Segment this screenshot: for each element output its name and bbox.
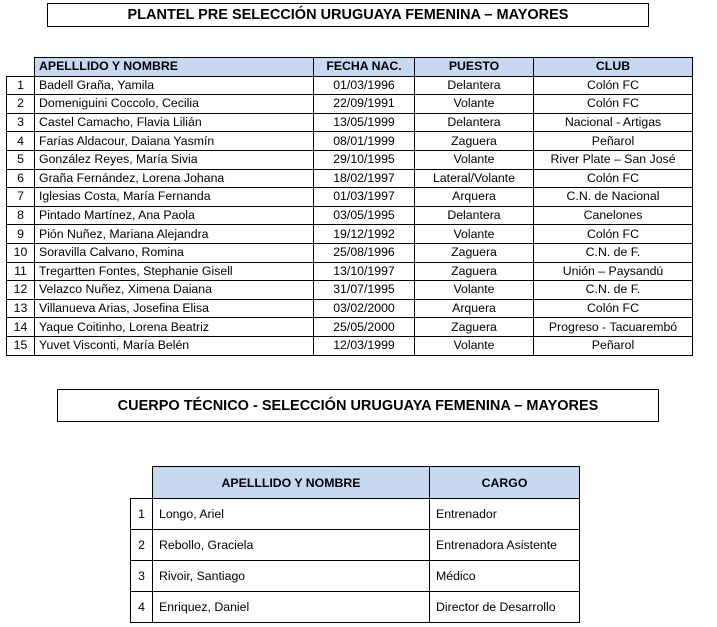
club-name: River Plate – San José (534, 150, 693, 169)
player-name: Pión Nuñez, Mariana Alejandra (35, 225, 314, 244)
position: Zaguera (415, 318, 534, 337)
position: Delantera (415, 206, 534, 225)
position: Arquera (415, 299, 534, 318)
birth-date: 13/10/1997 (314, 262, 415, 281)
row-number: 8 (7, 206, 35, 225)
club-name: Peñarol (534, 336, 693, 355)
player-name: Soravilla Calvano, Romina (35, 243, 314, 262)
row-number: 6 (7, 169, 35, 188)
club-name: C.N. de F. (534, 281, 693, 300)
player-name: González Reyes, María Sivia (35, 150, 314, 169)
table-row (7, 188, 693, 207)
header-index-cell (131, 467, 153, 499)
club-name: Colón FC (534, 76, 693, 95)
player-name: Villanueva Arias, Josefina Elisa (35, 299, 314, 318)
player-name: Badell Graña, Yamila (35, 76, 314, 95)
table-row (131, 561, 580, 592)
staff-table (130, 466, 580, 623)
club-name: Colón FC (534, 169, 693, 188)
players-title: PLANTEL PRE SELECCIÓN URUGUAYA FEMENINA – MAYORES (47, 3, 649, 27)
club-name: C.N. de Nacional (534, 188, 693, 207)
table-row (7, 318, 693, 337)
club-name: Nacional - Artigas (534, 113, 693, 132)
birth-date: 03/02/2000 (314, 299, 415, 318)
staff-role: Médico (430, 561, 580, 592)
table-row (7, 243, 693, 262)
birth-date: 03/05/1995 (314, 206, 415, 225)
table-row (7, 150, 693, 169)
player-name: Yaque Coitinho, Lorena Beatriz (35, 318, 314, 337)
header-role: CARGO (430, 467, 580, 499)
player-name: Castel Camacho, Flavia Lilián (35, 113, 314, 132)
table-row (7, 336, 693, 355)
table-row (7, 299, 693, 318)
club-name: Canelones (534, 206, 693, 225)
birth-date: 19/12/1992 (314, 225, 415, 244)
birth-date: 31/07/1995 (314, 281, 415, 300)
player-name: Yuvet Visconti, María Belén (35, 336, 314, 355)
player-name: Graña Fernández, Lorena Johana (35, 169, 314, 188)
row-number: 15 (7, 336, 35, 355)
birth-date: 01/03/1996 (314, 76, 415, 95)
header-name: APELLLIDO Y NOMBRE (35, 58, 314, 77)
staff-role: Entrenador (430, 499, 580, 530)
player-name: Velazco Nuñez, Ximena Daiana (35, 281, 314, 300)
position: Delantera (415, 76, 534, 95)
row-number: 7 (7, 188, 35, 207)
club-name: Colón FC (534, 225, 693, 244)
staff-role: Entrenadora Asistente (430, 530, 580, 561)
club-name: Colón FC (534, 299, 693, 318)
header-club: CLUB (534, 58, 693, 77)
table-row (131, 592, 580, 623)
players-header-row (7, 58, 693, 77)
position: Volante (415, 336, 534, 355)
birth-date: 25/05/2000 (314, 318, 415, 337)
birth-date: 12/03/1999 (314, 336, 415, 355)
table-row (131, 499, 580, 530)
row-number: 10 (7, 243, 35, 262)
row-number: 13 (7, 299, 35, 318)
position: Volante (415, 150, 534, 169)
birth-date: 25/08/1996 (314, 243, 415, 262)
header-position: PUESTO (415, 58, 534, 77)
birth-date: 18/02/1997 (314, 169, 415, 188)
row-number: 5 (7, 150, 35, 169)
table-row (7, 225, 693, 244)
row-number: 11 (7, 262, 35, 281)
birth-date: 13/05/1999 (314, 113, 415, 132)
table-row (7, 206, 693, 225)
row-number: 2 (131, 530, 153, 561)
position: Lateral/Volante (415, 169, 534, 188)
table-row (7, 95, 693, 114)
row-number: 1 (7, 76, 35, 95)
position: Zaguera (415, 132, 534, 151)
club-name: Peñarol (534, 132, 693, 151)
table-row (7, 169, 693, 188)
birth-date: 08/01/1999 (314, 132, 415, 151)
birth-date: 22/09/1991 (314, 95, 415, 114)
header-index-cell (7, 58, 35, 77)
player-name: Domeniguini Coccolo, Cecilia (35, 95, 314, 114)
row-number: 4 (131, 592, 153, 623)
row-number: 14 (7, 318, 35, 337)
position: Delantera (415, 113, 534, 132)
players-table (6, 57, 693, 356)
staff-header-row (131, 467, 580, 499)
club-name: Colón FC (534, 95, 693, 114)
row-number: 12 (7, 281, 35, 300)
table-row (7, 113, 693, 132)
row-number: 3 (7, 113, 35, 132)
table-row (7, 262, 693, 281)
staff-name: Enriquez, Daniel (153, 592, 430, 623)
birth-date: 01/03/1997 (314, 188, 415, 207)
birth-date: 29/10/1995 (314, 150, 415, 169)
player-name: Tregartten Fontes, Stephanie Gisell (35, 262, 314, 281)
position: Volante (415, 95, 534, 114)
player-name: Iglesias Costa, María Fernanda (35, 188, 314, 207)
row-number: 4 (7, 132, 35, 151)
player-name: Pintado Martínez, Ana Paola (35, 206, 314, 225)
staff-role: Director de Desarrollo (430, 592, 580, 623)
row-number: 9 (7, 225, 35, 244)
table-row (7, 281, 693, 300)
table-row (7, 132, 693, 151)
header-birthdate: FECHA NAC. (314, 58, 415, 77)
staff-title: CUERPO TÉCNICO - SELECCIÓN URUGUAYA FEMENINA – MAYORES (57, 389, 659, 422)
position: Zaguera (415, 243, 534, 262)
club-name: Progreso - Tacuarembó (534, 318, 693, 337)
table-row (131, 530, 580, 561)
table-row (7, 76, 693, 95)
position: Arquera (415, 188, 534, 207)
row-number: 1 (131, 499, 153, 530)
row-number: 3 (131, 561, 153, 592)
club-name: C.N. de F. (534, 243, 693, 262)
header-name: APELLLIDO Y NOMBRE (153, 467, 430, 499)
staff-name: Rebollo, Graciela (153, 530, 430, 561)
row-number: 2 (7, 95, 35, 114)
player-name: Farías Aldacour, Daiana Yasmín (35, 132, 314, 151)
position: Volante (415, 225, 534, 244)
position: Volante (415, 281, 534, 300)
position: Zaguera (415, 262, 534, 281)
club-name: Unión – Paysandú (534, 262, 693, 281)
staff-name: Longo, Ariel (153, 499, 430, 530)
staff-name: Rivoir, Santiago (153, 561, 430, 592)
